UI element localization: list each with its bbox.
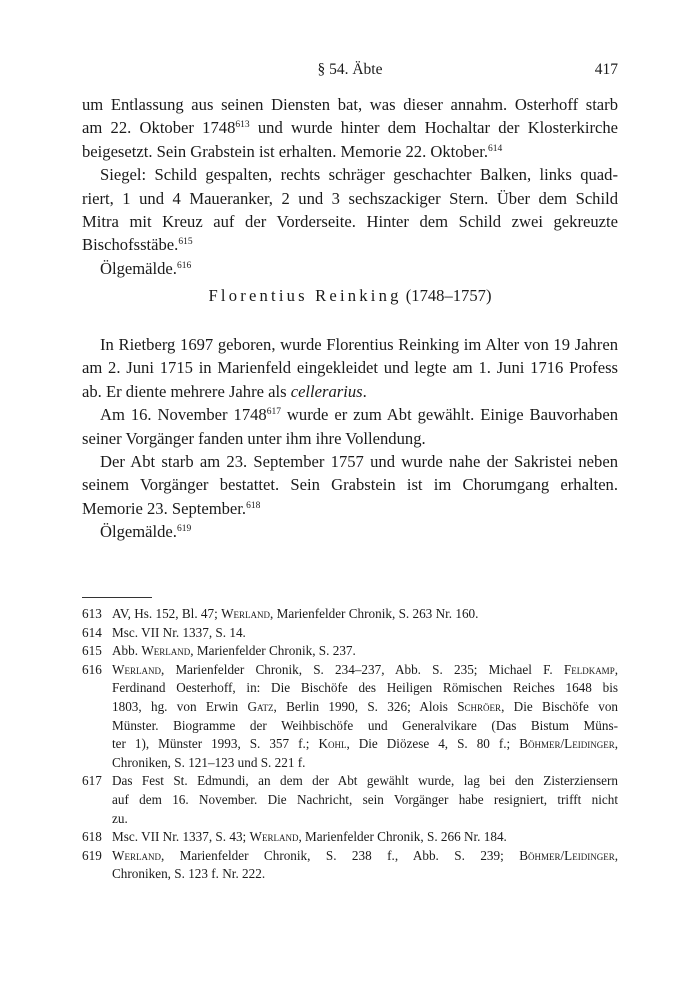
abbot-name: Florentius Reinking [208,286,402,305]
body-text-osterhoff [82,93,618,280]
text-line: um Entlassung aus seinen Diensten bat, was dieser annahm. Osterhoff starb [82,95,618,114]
footnote-615: 615 Abb. Werland, Marienfelder Chronik, S. 237. [82,643,356,659]
text-line: Bischofsstäbe.$^{615}$ [82,235,193,255]
footnote-613: 613 AV, Hs. 152, Bl. 47; Werland, Marienfelder Chronik, S. 263 Nr. 160. [82,606,479,621]
text-line: riert, 1 und 4 Maueranker, 2 und 3 sechszackiger Stern. Über dem Schild [82,188,618,208]
footnote-ref[interactable]: 615 [178,237,193,248]
running-header [82,61,618,83]
text-line: seinem Vorgänger bestattet. Sein Grabstein ist im Chorumgang erhalten. [82,475,618,495]
footnote-614: 614 Msc. VII Nr. 1337, S. 14. [82,624,246,640]
text-line: am 2. Juni 1715 in Marienfeld eingekleidet und legte am 1. Juni 1716 Profess [82,358,618,378]
text-line: In Rietberg 1697 geboren, wurde Florentius Reinking im Alter von 19 Jahren [100,335,618,354]
footnote-616: 616 Werland, Marienfelder Chronik, S. 234–237, Abb. S. 235; Michael F. Feldkamp, Ferdinand Oesterhoff, in: Die Bischöfe des Heiligen Römischen Reiches 1648 bis 1803, hg. von Erwin Gatz, Berlin 1990, S. 326; Alois Schröer, Die Bischöfe von Münster. Biogramme der Weihbischöfe und Generalvikare (Das Bistum Müns- ter 1), Münster 1993, S. 357 f.; Kohl, Die Diözese 4, S. 80 f.; Böhmer/Leidinger, Chroniken, S. 121–123 und S. 221 f. [82,661,619,770]
section-heading [82,286,618,306]
footnote-ref[interactable]: 618 [246,500,261,511]
text-line: ab. Er diente mehrere Jahre als cellerarius. [82,381,367,401]
body-text-reinking [82,333,618,544]
footnote-618: 618 Msc. VII Nr. 1337, S. 43; Werland, Marienfelder Chronik, S. 266 Nr. 184. [82,829,507,845]
text-line: beigesetzt. Sein Grabstein ist erhalten. Memorie 22. Oktober.$^{614}$ [82,141,503,161]
text-line: Ölgemälde.$^{619}$ [100,522,192,542]
text-line: seiner Vorgänger fanden unter ihm ihre Vollendung. [82,428,426,448]
page-number: 417 [594,61,618,78]
text-line: Mitra mit Kreuz auf der Vorderseite. Hinter dem Schild zwei gekreuzte [82,212,618,232]
section-title: § 54. Äbte [317,61,383,78]
footnote-ref[interactable]: 616 [176,260,192,271]
footnote-619: 619 Werland, Marienfelder Chronik, S. 238 f., Abb. S. 239; Böhmer/Leidinger, Chroniken, S. 123 f. Nr. 222. [82,847,618,882]
text-line: Am 16. November 1748$^{617}$ wurde er zum Abt gewählt. Einige Bauvorhaben [100,405,618,425]
footnote-ref[interactable]: 619 [176,524,192,535]
text-line: Der Abt starb am 23. September 1757 und wurde nahe der Sakristei neben [100,452,618,472]
footnote-separator [82,597,152,598]
footnote-617: 617 Das Fest St. Edmundi, an dem der Abt gewählt wurde, lag bei den Zisterziensern auf dem 16. November. Die Nachricht, sein Vorgänger habe resigniert, trifft nicht zu. [82,773,618,826]
text-line: Memorie 23. September.$^{618}$ [82,498,261,518]
footnote-ref[interactable]: 617 [266,407,281,418]
footnotes [82,605,618,884]
text-line: Siegel: Schild gespalten, rechts schräger geschachter Balken, links quad- [100,165,618,185]
abbot-years: (1748–1757) [405,286,492,305]
footnote-ref[interactable]: 613 [235,120,250,131]
text-line: am 22. Oktober 1748$^{613}$ und wurde hinter dem Hochaltar der Klosterkirche [82,118,619,138]
text-line: Ölgemälde.$^{616}$ [100,258,192,278]
footnote-ref[interactable]: 614 [487,143,503,154]
